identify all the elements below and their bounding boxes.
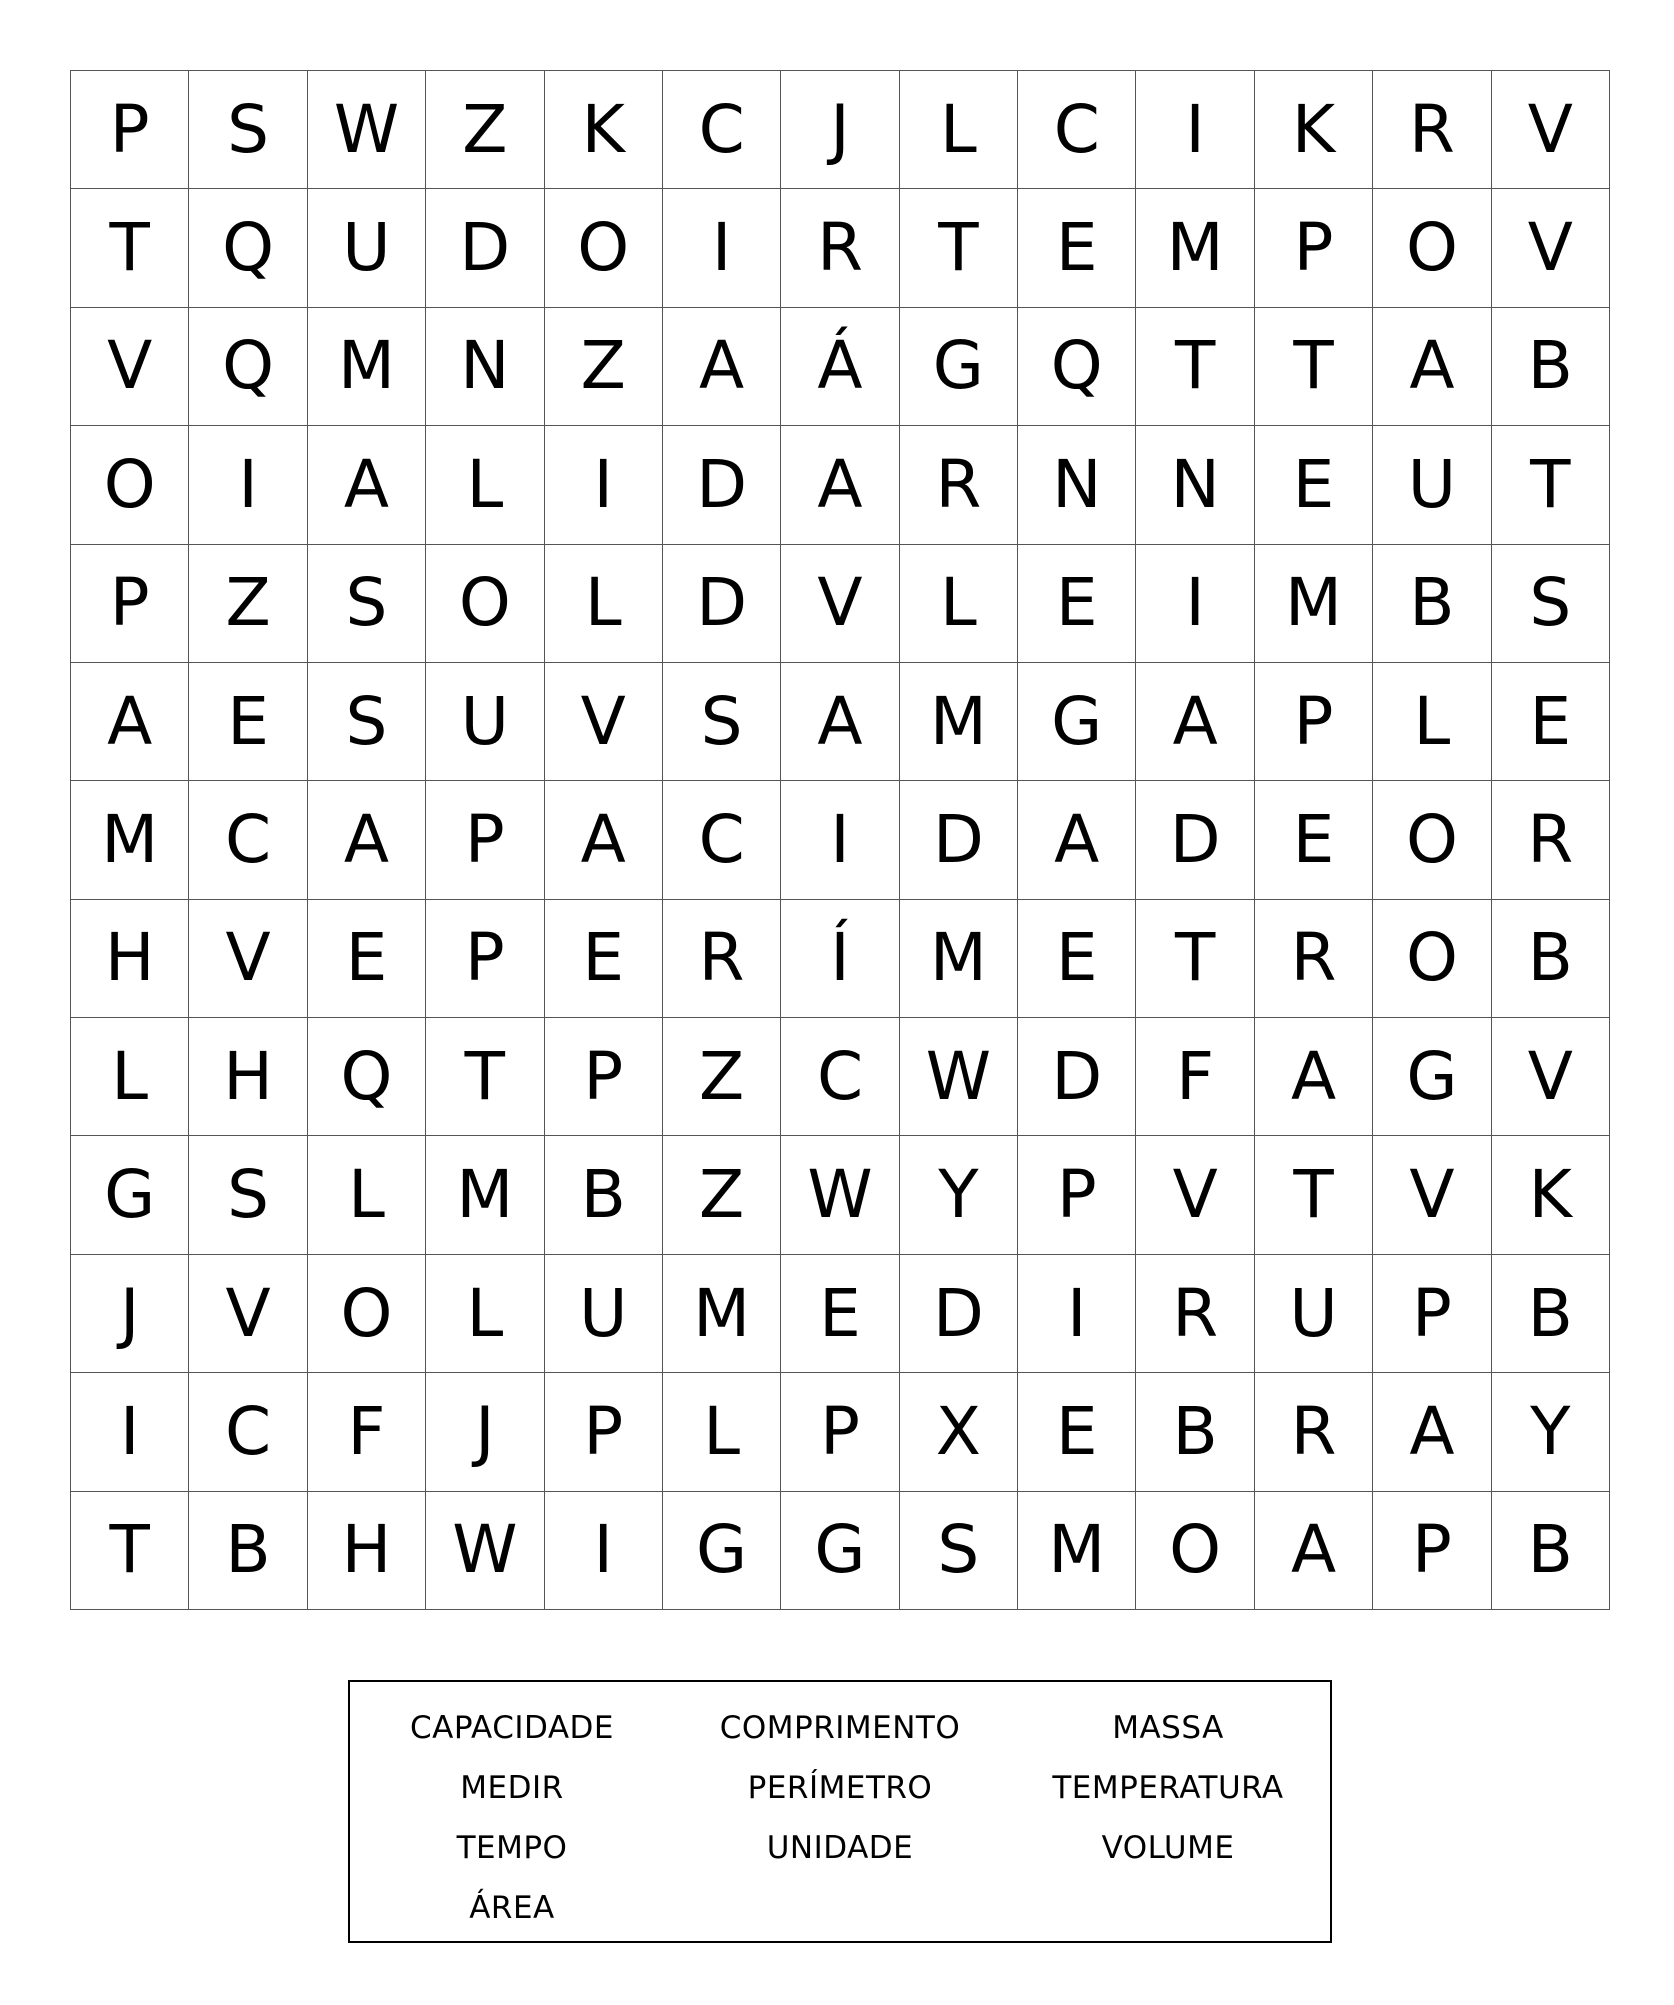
letter-cell[interactable]: I bbox=[545, 1492, 663, 1610]
letter-cell[interactable]: S bbox=[189, 71, 307, 189]
letter-cell[interactable]: A bbox=[308, 781, 426, 899]
word-list-item: COMPRIMENTO bbox=[719, 1710, 961, 1746]
letter-cell[interactable]: S bbox=[663, 663, 781, 781]
letter-cell[interactable]: D bbox=[426, 189, 544, 307]
letter-cell[interactable]: P bbox=[426, 781, 544, 899]
letter-cell[interactable]: V bbox=[1492, 71, 1610, 189]
letter-cell[interactable]: I bbox=[1136, 71, 1254, 189]
letter-cell[interactable]: F bbox=[308, 1373, 426, 1491]
letter-cell[interactable]: Y bbox=[900, 1136, 1018, 1254]
letter-cell[interactable]: B bbox=[545, 1136, 663, 1254]
letter-cell[interactable]: R bbox=[1492, 781, 1610, 899]
letter-cell[interactable]: D bbox=[663, 545, 781, 663]
letter-cell[interactable]: M bbox=[900, 663, 1018, 781]
letter-cell[interactable]: I bbox=[545, 426, 663, 544]
letter-cell[interactable]: P bbox=[545, 1018, 663, 1136]
letter-cell[interactable]: A bbox=[308, 426, 426, 544]
letter-cell[interactable]: R bbox=[663, 900, 781, 1018]
letter-cell[interactable]: A bbox=[781, 663, 899, 781]
letter-cell[interactable]: Q bbox=[308, 1018, 426, 1136]
letter-cell[interactable]: Z bbox=[663, 1018, 781, 1136]
letter-cell[interactable]: P bbox=[1373, 1492, 1491, 1610]
letter-cell[interactable]: B bbox=[1492, 1255, 1610, 1373]
letter-cell[interactable]: D bbox=[900, 1255, 1018, 1373]
letter-cell[interactable]: C bbox=[189, 1373, 307, 1491]
word-list-item: UNIDADE bbox=[766, 1830, 914, 1866]
letter-cell[interactable]: B bbox=[1136, 1373, 1254, 1491]
letter-cell[interactable]: T bbox=[426, 1018, 544, 1136]
word-list-item: PERÍMETRO bbox=[747, 1770, 933, 1806]
letter-cell[interactable]: E bbox=[1018, 1373, 1136, 1491]
letter-cell[interactable]: W bbox=[900, 1018, 1018, 1136]
letter-cell[interactable]: Q bbox=[189, 308, 307, 426]
letter-cell[interactable]: E bbox=[308, 900, 426, 1018]
letter-cell[interactable]: G bbox=[1373, 1018, 1491, 1136]
letter-cell[interactable]: E bbox=[1018, 545, 1136, 663]
letter-cell[interactable]: C bbox=[1018, 71, 1136, 189]
letter-cell[interactable]: T bbox=[1136, 900, 1254, 1018]
letter-cell[interactable]: Z bbox=[426, 71, 544, 189]
letter-cell[interactable]: T bbox=[71, 189, 189, 307]
letter-cell[interactable]: K bbox=[1255, 71, 1373, 189]
letter-cell[interactable]: Á bbox=[781, 308, 899, 426]
letter-cell[interactable]: U bbox=[545, 1255, 663, 1373]
letter-cell[interactable]: A bbox=[1373, 308, 1491, 426]
letter-cell[interactable]: I bbox=[1136, 545, 1254, 663]
letter-cell[interactable]: E bbox=[1492, 663, 1610, 781]
letter-cell[interactable]: T bbox=[900, 189, 1018, 307]
letter-cell[interactable]: R bbox=[1136, 1255, 1254, 1373]
letter-cell[interactable]: I bbox=[71, 1373, 189, 1491]
letter-cell[interactable]: R bbox=[1373, 71, 1491, 189]
letter-cell[interactable]: V bbox=[1492, 1018, 1610, 1136]
letter-cell[interactable]: L bbox=[545, 545, 663, 663]
letter-cell[interactable]: A bbox=[663, 308, 781, 426]
letter-cell[interactable]: V bbox=[71, 308, 189, 426]
letter-cell[interactable]: R bbox=[1255, 900, 1373, 1018]
letter-cell[interactable]: C bbox=[189, 781, 307, 899]
letter-cell[interactable]: G bbox=[781, 1492, 899, 1610]
letter-cell[interactable]: H bbox=[189, 1018, 307, 1136]
letter-cell[interactable]: V bbox=[189, 1255, 307, 1373]
letter-cell[interactable]: A bbox=[1136, 663, 1254, 781]
letter-cell[interactable]: N bbox=[426, 308, 544, 426]
letter-cell[interactable]: Q bbox=[189, 189, 307, 307]
letter-cell[interactable]: H bbox=[308, 1492, 426, 1610]
letter-cell[interactable]: Y bbox=[1492, 1373, 1610, 1491]
word-list-item: VOLUME bbox=[1101, 1830, 1235, 1866]
letter-cell[interactable]: L bbox=[71, 1018, 189, 1136]
letter-cell[interactable]: P bbox=[71, 71, 189, 189]
letter-cell[interactable]: V bbox=[781, 545, 899, 663]
letter-cell[interactable]: C bbox=[781, 1018, 899, 1136]
letter-cell[interactable]: A bbox=[781, 426, 899, 544]
letter-cell[interactable]: O bbox=[426, 545, 544, 663]
letter-cell[interactable]: U bbox=[426, 663, 544, 781]
letter-cell[interactable]: E bbox=[189, 663, 307, 781]
letter-cell[interactable]: L bbox=[1373, 663, 1491, 781]
letter-cell[interactable]: P bbox=[545, 1373, 663, 1491]
letter-cell[interactable]: D bbox=[1018, 1018, 1136, 1136]
letter-cell[interactable]: M bbox=[308, 308, 426, 426]
letter-cell[interactable]: Q bbox=[1018, 308, 1136, 426]
letter-cell[interactable]: E bbox=[781, 1255, 899, 1373]
letter-cell[interactable]: C bbox=[663, 781, 781, 899]
letter-cell[interactable]: W bbox=[426, 1492, 544, 1610]
letter-cell[interactable]: O bbox=[545, 189, 663, 307]
letter-cell[interactable]: A bbox=[71, 663, 189, 781]
word-list-item: ÁREA bbox=[469, 1890, 555, 1926]
letter-cell[interactable]: A bbox=[1255, 1018, 1373, 1136]
letter-cell[interactable]: I bbox=[189, 426, 307, 544]
word-search-grid bbox=[70, 70, 1610, 1610]
letter-cell[interactable]: U bbox=[308, 189, 426, 307]
letter-cell[interactable]: V bbox=[1373, 1136, 1491, 1254]
letter-cell[interactable]: N bbox=[1136, 426, 1254, 544]
word-list-item: TEMPO bbox=[456, 1830, 568, 1866]
letter-cell[interactable]: E bbox=[1018, 900, 1136, 1018]
letter-cell[interactable]: V bbox=[1492, 189, 1610, 307]
letter-cell[interactable]: I bbox=[663, 189, 781, 307]
letter-cell[interactable]: G bbox=[71, 1136, 189, 1254]
letter-cell[interactable]: O bbox=[1373, 900, 1491, 1018]
letter-cell[interactable]: L bbox=[900, 545, 1018, 663]
letter-cell[interactable]: I bbox=[1018, 1255, 1136, 1373]
letter-cell[interactable]: M bbox=[1018, 1492, 1136, 1610]
letter-cell[interactable]: G bbox=[900, 308, 1018, 426]
letter-cell[interactable]: E bbox=[1255, 426, 1373, 544]
word-list-item: TEMPERATURA bbox=[1052, 1770, 1284, 1806]
letter-cell[interactable]: P bbox=[781, 1373, 899, 1491]
letter-cell[interactable]: B bbox=[1492, 308, 1610, 426]
letter-cell[interactable]: M bbox=[71, 781, 189, 899]
letter-cell[interactable]: U bbox=[1255, 1255, 1373, 1373]
letter-cell[interactable]: L bbox=[426, 1255, 544, 1373]
letter-cell[interactable]: K bbox=[545, 71, 663, 189]
letter-cell[interactable]: D bbox=[663, 426, 781, 544]
word-list-item: MASSA bbox=[1112, 1710, 1224, 1746]
letter-cell[interactable]: G bbox=[1018, 663, 1136, 781]
letter-cell[interactable]: L bbox=[308, 1136, 426, 1254]
letter-cell[interactable]: O bbox=[1373, 781, 1491, 899]
letter-cell[interactable]: W bbox=[308, 71, 426, 189]
letter-cell[interactable]: Í bbox=[781, 900, 899, 1018]
word-list-box bbox=[348, 1680, 1332, 1943]
letter-cell[interactable]: V bbox=[189, 900, 307, 1018]
letter-cell[interactable]: M bbox=[663, 1255, 781, 1373]
letter-cell[interactable]: J bbox=[426, 1373, 544, 1491]
letter-cell[interactable]: O bbox=[71, 426, 189, 544]
letter-cell[interactable]: R bbox=[1255, 1373, 1373, 1491]
letter-cell[interactable]: W bbox=[781, 1136, 899, 1254]
letter-cell[interactable]: Z bbox=[189, 545, 307, 663]
letter-cell[interactable]: F bbox=[1136, 1018, 1254, 1136]
letter-cell[interactable]: H bbox=[71, 900, 189, 1018]
letter-cell[interactable]: S bbox=[189, 1136, 307, 1254]
letter-cell[interactable]: P bbox=[1018, 1136, 1136, 1254]
letter-cell[interactable]: M bbox=[1255, 545, 1373, 663]
letter-cell[interactable]: D bbox=[1136, 781, 1254, 899]
letter-cell[interactable]: B bbox=[1492, 900, 1610, 1018]
letter-cell[interactable]: P bbox=[71, 545, 189, 663]
letter-cell[interactable]: T bbox=[1255, 1136, 1373, 1254]
letter-cell[interactable]: E bbox=[1255, 781, 1373, 899]
letter-cell[interactable]: L bbox=[426, 426, 544, 544]
letter-cell[interactable]: B bbox=[189, 1492, 307, 1610]
letter-cell[interactable]: O bbox=[1373, 189, 1491, 307]
letter-cell[interactable]: G bbox=[663, 1492, 781, 1610]
letter-cell[interactable]: E bbox=[1018, 189, 1136, 307]
letter-cell[interactable]: L bbox=[900, 71, 1018, 189]
letter-cell[interactable]: J bbox=[71, 1255, 189, 1373]
letter-cell[interactable]: A bbox=[1018, 781, 1136, 899]
letter-cell[interactable]: S bbox=[1492, 545, 1610, 663]
letter-cell[interactable]: B bbox=[1492, 1492, 1610, 1610]
word-list-item: MEDIR bbox=[460, 1770, 564, 1806]
letter-cell[interactable]: A bbox=[1255, 1492, 1373, 1610]
letter-cell[interactable]: X bbox=[900, 1373, 1018, 1491]
letter-cell[interactable]: T bbox=[1255, 308, 1373, 426]
letter-cell[interactable]: S bbox=[308, 663, 426, 781]
letter-cell[interactable]: R bbox=[900, 426, 1018, 544]
letter-cell[interactable]: P bbox=[1373, 1255, 1491, 1373]
letter-cell[interactable]: N bbox=[1018, 426, 1136, 544]
letter-cell[interactable]: C bbox=[663, 71, 781, 189]
letter-cell[interactable]: T bbox=[1492, 426, 1610, 544]
letter-cell[interactable]: O bbox=[308, 1255, 426, 1373]
word-list bbox=[348, 1698, 1330, 1938]
letter-cell[interactable]: V bbox=[1136, 1136, 1254, 1254]
letter-cell[interactable]: D bbox=[900, 781, 1018, 899]
letter-cell[interactable]: U bbox=[1373, 426, 1491, 544]
letter-cell[interactable]: S bbox=[308, 545, 426, 663]
letter-cell[interactable]: E bbox=[545, 900, 663, 1018]
letter-cell[interactable]: A bbox=[545, 781, 663, 899]
letter-cell[interactable]: R bbox=[781, 189, 899, 307]
letter-cell[interactable]: P bbox=[1255, 663, 1373, 781]
letter-cell[interactable]: K bbox=[1492, 1136, 1610, 1254]
letter-cell[interactable]: O bbox=[1136, 1492, 1254, 1610]
letter-cell[interactable]: V bbox=[545, 663, 663, 781]
letter-cell[interactable]: A bbox=[1373, 1373, 1491, 1491]
letter-cell[interactable]: M bbox=[426, 1136, 544, 1254]
letter-cell[interactable]: S bbox=[900, 1492, 1018, 1610]
letter-cell[interactable]: J bbox=[781, 71, 899, 189]
letter-cell[interactable]: P bbox=[1255, 189, 1373, 307]
letter-cell[interactable]: I bbox=[781, 781, 899, 899]
letter-cell[interactable]: L bbox=[663, 1373, 781, 1491]
word-list-item: CAPACIDADE bbox=[409, 1710, 614, 1746]
letter-cell[interactable]: B bbox=[1373, 545, 1491, 663]
letter-cell[interactable]: M bbox=[900, 900, 1018, 1018]
letter-cell[interactable]: Z bbox=[663, 1136, 781, 1254]
letter-cell[interactable]: Z bbox=[545, 308, 663, 426]
letter-cell[interactable]: T bbox=[71, 1492, 189, 1610]
letter-cell[interactable]: M bbox=[1136, 189, 1254, 307]
letter-cell[interactable]: T bbox=[1136, 308, 1254, 426]
letter-cell[interactable]: P bbox=[426, 900, 544, 1018]
